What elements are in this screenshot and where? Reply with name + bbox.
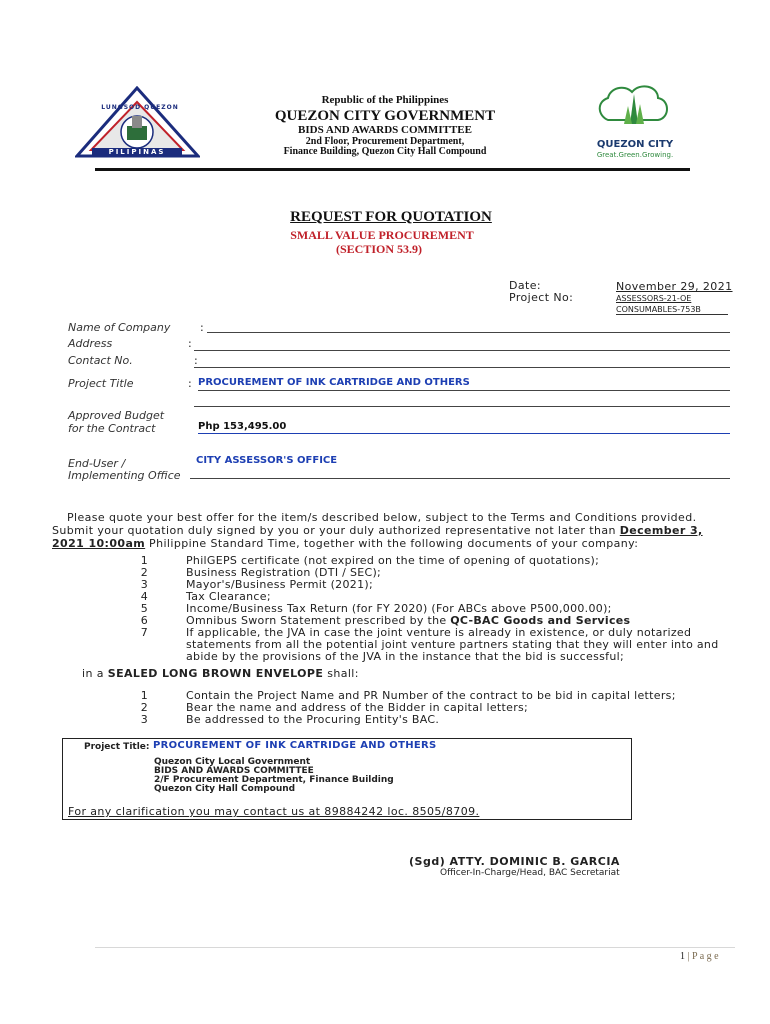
list-item-text: Contain the Project Name and PR Number of the contract to be bid in capital letters; [186,689,676,702]
list-item-text: PhilGEPS certificate (not expired on the time of opening of quotations); [186,554,600,567]
list-item-num: 5 [140,602,148,615]
budget-label-2: for the Contract [68,422,156,435]
logo-tagline: Great.Green.Growing. [596,151,674,159]
list-item-num: 4 [140,590,148,603]
box-addr-2: BIDS AND AWARDS COMMITTEE [154,766,314,776]
requirements-list [134,555,744,663]
envelope-list [134,690,744,726]
address-field[interactable] [194,349,730,351]
address-line1: 2nd Floor, Procurement Department, [305,136,465,147]
logo-brand: QUEZON CITY [596,139,674,150]
doc-subtitle-1: SMALL VALUE PROCUREMENT [290,228,474,242]
header-divider [95,168,690,171]
list-item-text: Business Registration (DTI / SEC); [186,566,382,579]
list-item-num: 1 [140,689,148,702]
address-line2: Finance Building, Quezon City Hall Compound [283,146,487,157]
list-item-num: 2 [140,701,148,714]
page-number [680,951,719,962]
signatory-position: Officer-In-Charge/Head, BAC Secretariat [440,868,620,878]
qc-logo [588,80,678,140]
project-no-line1: ASSESSORS-21-OE [616,294,692,303]
republic-text: Republic of the Philippines [321,94,449,106]
date-label: Date: [509,279,541,292]
box-project-label: Project Title: [84,742,150,752]
box-contact: For any clarification you may contact us at 89884242 loc. 8505/8709. [68,805,480,818]
project-title-line2 [194,405,730,407]
footer-divider [95,947,735,948]
list-item-text: Income/Business Tax Return (for FY 2020) (For ABCs above P500,000.00); [186,602,612,615]
list-item-text: Bear the name and address of the Bidder in capital letters; [186,701,529,714]
seal-text-top: LUNGSOD QUEZON [101,104,179,111]
list-item-text-plain: Omnibus Sworn Statement prescribed by the [186,614,451,627]
list-item-text: Tax Clearance; [186,590,271,603]
contact-colon: : [194,354,198,367]
doc-title: REQUEST FOR QUOTATION [290,209,492,225]
page-number-value: 1 [680,951,685,962]
government-title: QUEZON CITY GOVERNMENT [274,108,496,124]
box-addr-1: Quezon City Local Government [154,757,311,767]
signatory-name: (Sgd) ATTY. DOMINIC B. GARCIA [409,855,620,868]
list-item [134,714,744,726]
list-item-text-bold: QC-BAC Goods and Services [450,614,631,627]
project-no-label: Project No: [509,291,574,304]
envelope-pre: in a [82,667,108,680]
list-item-num: 3 [140,578,148,591]
box-project-value: PROCUREMENT OF INK CARTRIDGE AND OTHERS [153,740,437,751]
address-colon: : [188,337,192,350]
company-field[interactable] [207,331,730,333]
list-item-continued: statements from all the potential joint venture partners stating that they will enter into and [186,638,719,651]
doc-subtitle-2: (SECTION 53.9) [335,242,422,256]
list-item-num: 6 [140,614,148,627]
envelope-post: shall: [323,667,359,680]
list-item-num: 1 [140,554,148,567]
company-label: Name of Company [68,321,171,334]
project-title-label: Project Title [68,377,134,390]
intro-line-3-text: Philippine Standard Time, together with the following documents of your company: [145,537,639,550]
budget-value: Php 153,495.00 [198,421,730,434]
list-item-text: Be addressed to the Procuring Entity's BAC. [186,713,440,726]
enduser-label-2: Implementing Office [68,469,181,482]
contact-label: Contact No. [68,354,133,367]
project-title-value: PROCUREMENT OF INK CARTRIDGE AND OTHERS [198,377,730,391]
page-number-label: | P a g e [687,951,719,962]
intro-line-1: Please quote your best offer for the item/s described below, subject to the Terms and Conditions provided. [67,511,697,524]
box-addr-3: 2/F Procurement Department, Finance Building [154,775,394,785]
project-no-line2: CONSUMABLES-753B [616,305,728,315]
list-item-num: 3 [140,713,148,726]
list-item-text: If applicable, the JVA in case the joint venture is already in existence, or duly notarized [186,626,692,639]
list-item-num: 7 [140,626,148,639]
contact-field[interactable] [194,366,730,368]
company-colon: : [200,321,204,334]
intro-line-2 [52,524,703,537]
box-addr-4: Quezon City Hall Compound [154,784,296,794]
list-item-num: 2 [140,566,148,579]
project-title-colon: : [188,377,192,390]
enduser-value: CITY ASSESSOR'S OFFICE [196,455,338,466]
date-value: November 29, 2021 [616,280,733,293]
committee-title: BIDS AND AWARDS COMMITTEE [298,124,472,136]
budget-label-1: Approved Budget [68,409,165,422]
address-label: Address [68,337,113,350]
list-item-text: Mayor's/Business Permit (2021); [186,578,373,591]
list-item-continued: abide by the provisions of the JVA in the instance that the bid is successful; [186,650,624,663]
deadline-part-2: 2021 10:00am [52,537,146,550]
intro-line-3 [52,537,638,550]
envelope-bold: SEALED LONG BROWN ENVELOPE [107,667,324,680]
intro-line-2-text: Submit your quotation duly signed by you or your duly authorized representative not later than [52,524,620,537]
seal-text-bottom: PILIPINAS [92,148,182,156]
envelope-intro [82,667,359,680]
enduser-label-1: End-User / [68,457,126,470]
deadline-part-1: December 3, [619,524,703,537]
enduser-field [190,477,730,479]
